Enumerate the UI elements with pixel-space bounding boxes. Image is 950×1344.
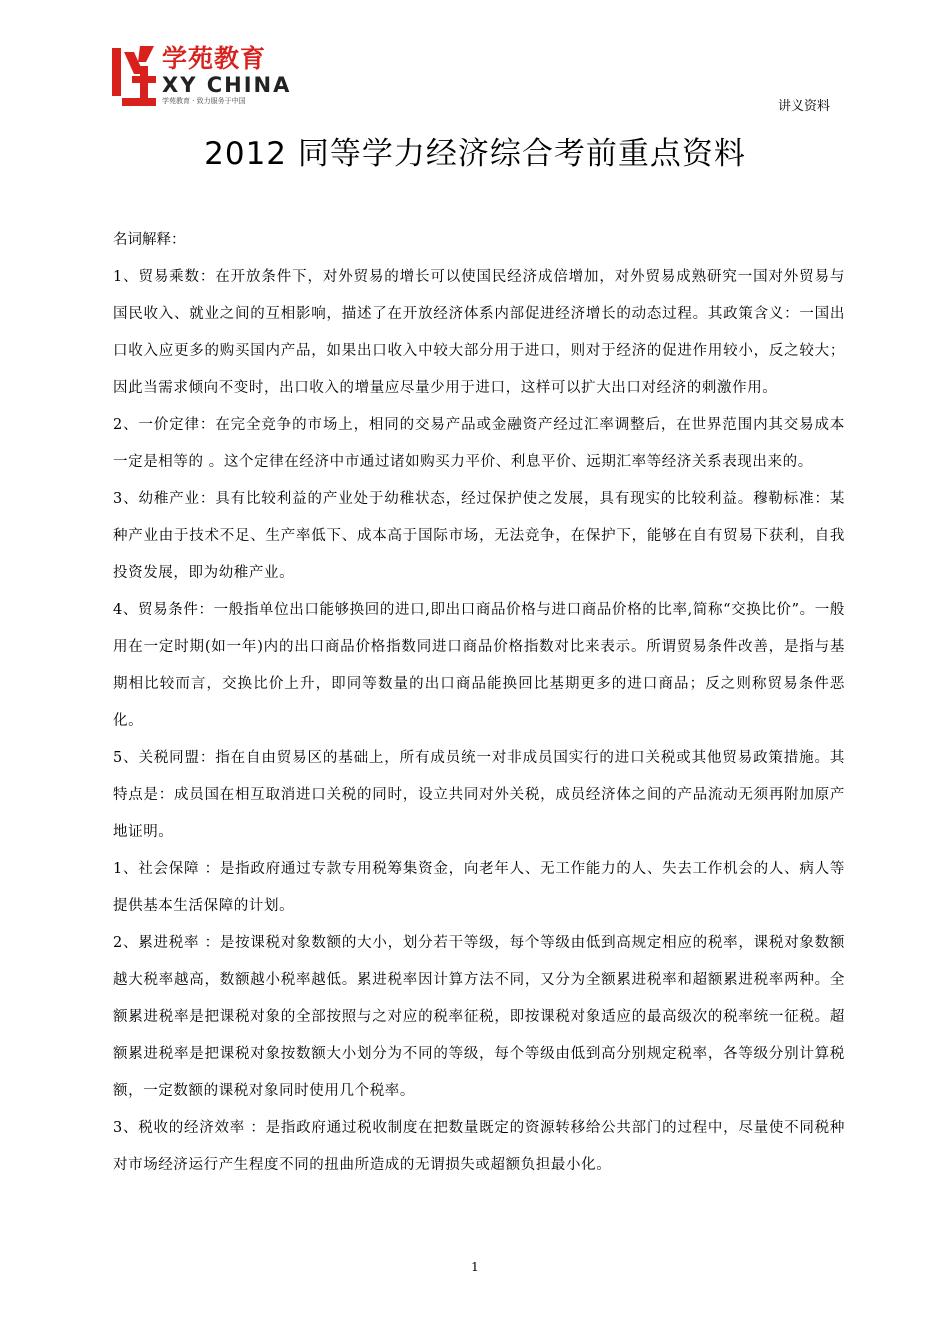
logo-text	[162, 44, 291, 106]
paragraph-tax-efficiency: 3、税收的经济效率 ：是指政府通过税收制度在把数量既定的资源转移给公共部门的过程中，尽量使不同税种对市场经济运行产生程度不同的扭曲所造成的无谓损失或超额负担最小化。	[113, 1120, 845, 1173]
page-title: 2012 同等学力经济综合考前重点资料	[204, 136, 746, 172]
logo-slogan: 学苑教育 · 致力服务于中国	[162, 97, 246, 105]
logo-mark-icon	[112, 42, 160, 112]
paragraph-terms-of-trade: 4、贸易条件：一般指单位出口能够换回的进口,即出口商品价格与进口商品价格的比率,简称“交换比价”。一般用在一定时期(如一年)内的出口商品价格指数同进口商品价格指数对比来表示。所谓贸易条件改善，是指与基期相比较而言，交换比价上升，即同等数量的出口商品能换回比基期更多的进口商品；反之则称贸易条件恶化。	[113, 602, 845, 729]
paragraph-progressive-tax: 2、累进税率 ：是按课税对象数额的大小，划分若干等级，每个等级由低到高规定相应的税率，课税对象数额越大税率越高，数额越小税率越低。累进税率因计算方法不同，又分为全额累进税率和超额累进税率两种。全额累进税率是把课税对象的全部按照与之对应的税率征税，即按课税对象适应的最高级次的税率统一征税。超额累进税率是把课税对象按数额大小划分为不同的等级，每个等级由低到高分别规定税率，各等级分别计算税额，一定数额的课税对象同时使用几个税率。	[113, 935, 845, 1099]
logo-name-cn: 学苑教育	[162, 44, 267, 73]
page-number: 1	[471, 1260, 479, 1274]
paragraph-trade-multiplier: 1、贸易乘数：在开放条件下，对外贸易的增长可以使国民经济成倍增加，对外贸易成熟研究一国对外贸易与国民收入、就业之间的互相影响，描述了在开放经济体系内部促进经济增长的动态过程。其政策含义：一国出口收入应更多的购买国内产品，如果出口收入中较大部分用于进口，则对于经济的促进作用较小，反之较大；因此当需求倾向不变时，出口收入的增量应尽量少用于进口，这样可以扩大出口对经济的刺激作用。	[113, 269, 845, 396]
paragraph-customs-union: 5、关税同盟：指在自由贸易区的基础上，所有成员统一对非成员国实行的进口关税或其他贸易政策措施。其特点是：成员国在相互取消进口关税的同时，设立共同对外关税，成员经济体之间的产品流动无须再附加原产地证明。	[113, 750, 845, 840]
paragraph-infant-industry: 3、幼稚产业：具有比较利益的产业处于幼稚状态，经过保护使之发展，具有现实的比较利益。穆勒标准：某种产业由于技术不足、生产率低下、成本高于国际市场，无法竞争，在保护下，能够在自有贸易下获利，自我投资发展，即为幼稚产业。	[113, 491, 845, 581]
document-body	[113, 222, 845, 1184]
brand-logo	[112, 40, 292, 112]
paragraph-social-security: 1、社会保障 ：是指政府通过专款专用税筹集资金，向老年人、无工作能力的人、失去工作机会的人、病人等提供基本生活保障的计划。	[113, 861, 845, 914]
paragraph-law-of-one-price: 2、一价定律：在完全竞争的市场上，相同的交易产品或金融资产经过汇率调整后，在世界范围内其交易成本一定是相等的 。这个定律在经济中市通过诸如购买力平价、利息平价、远期汇率等经济关系表现出来的。	[113, 417, 845, 470]
logo-name-en: XY CHINA	[162, 73, 292, 97]
section-label: 名词解释：	[113, 232, 186, 248]
header-label: 讲义资料	[777, 99, 830, 114]
